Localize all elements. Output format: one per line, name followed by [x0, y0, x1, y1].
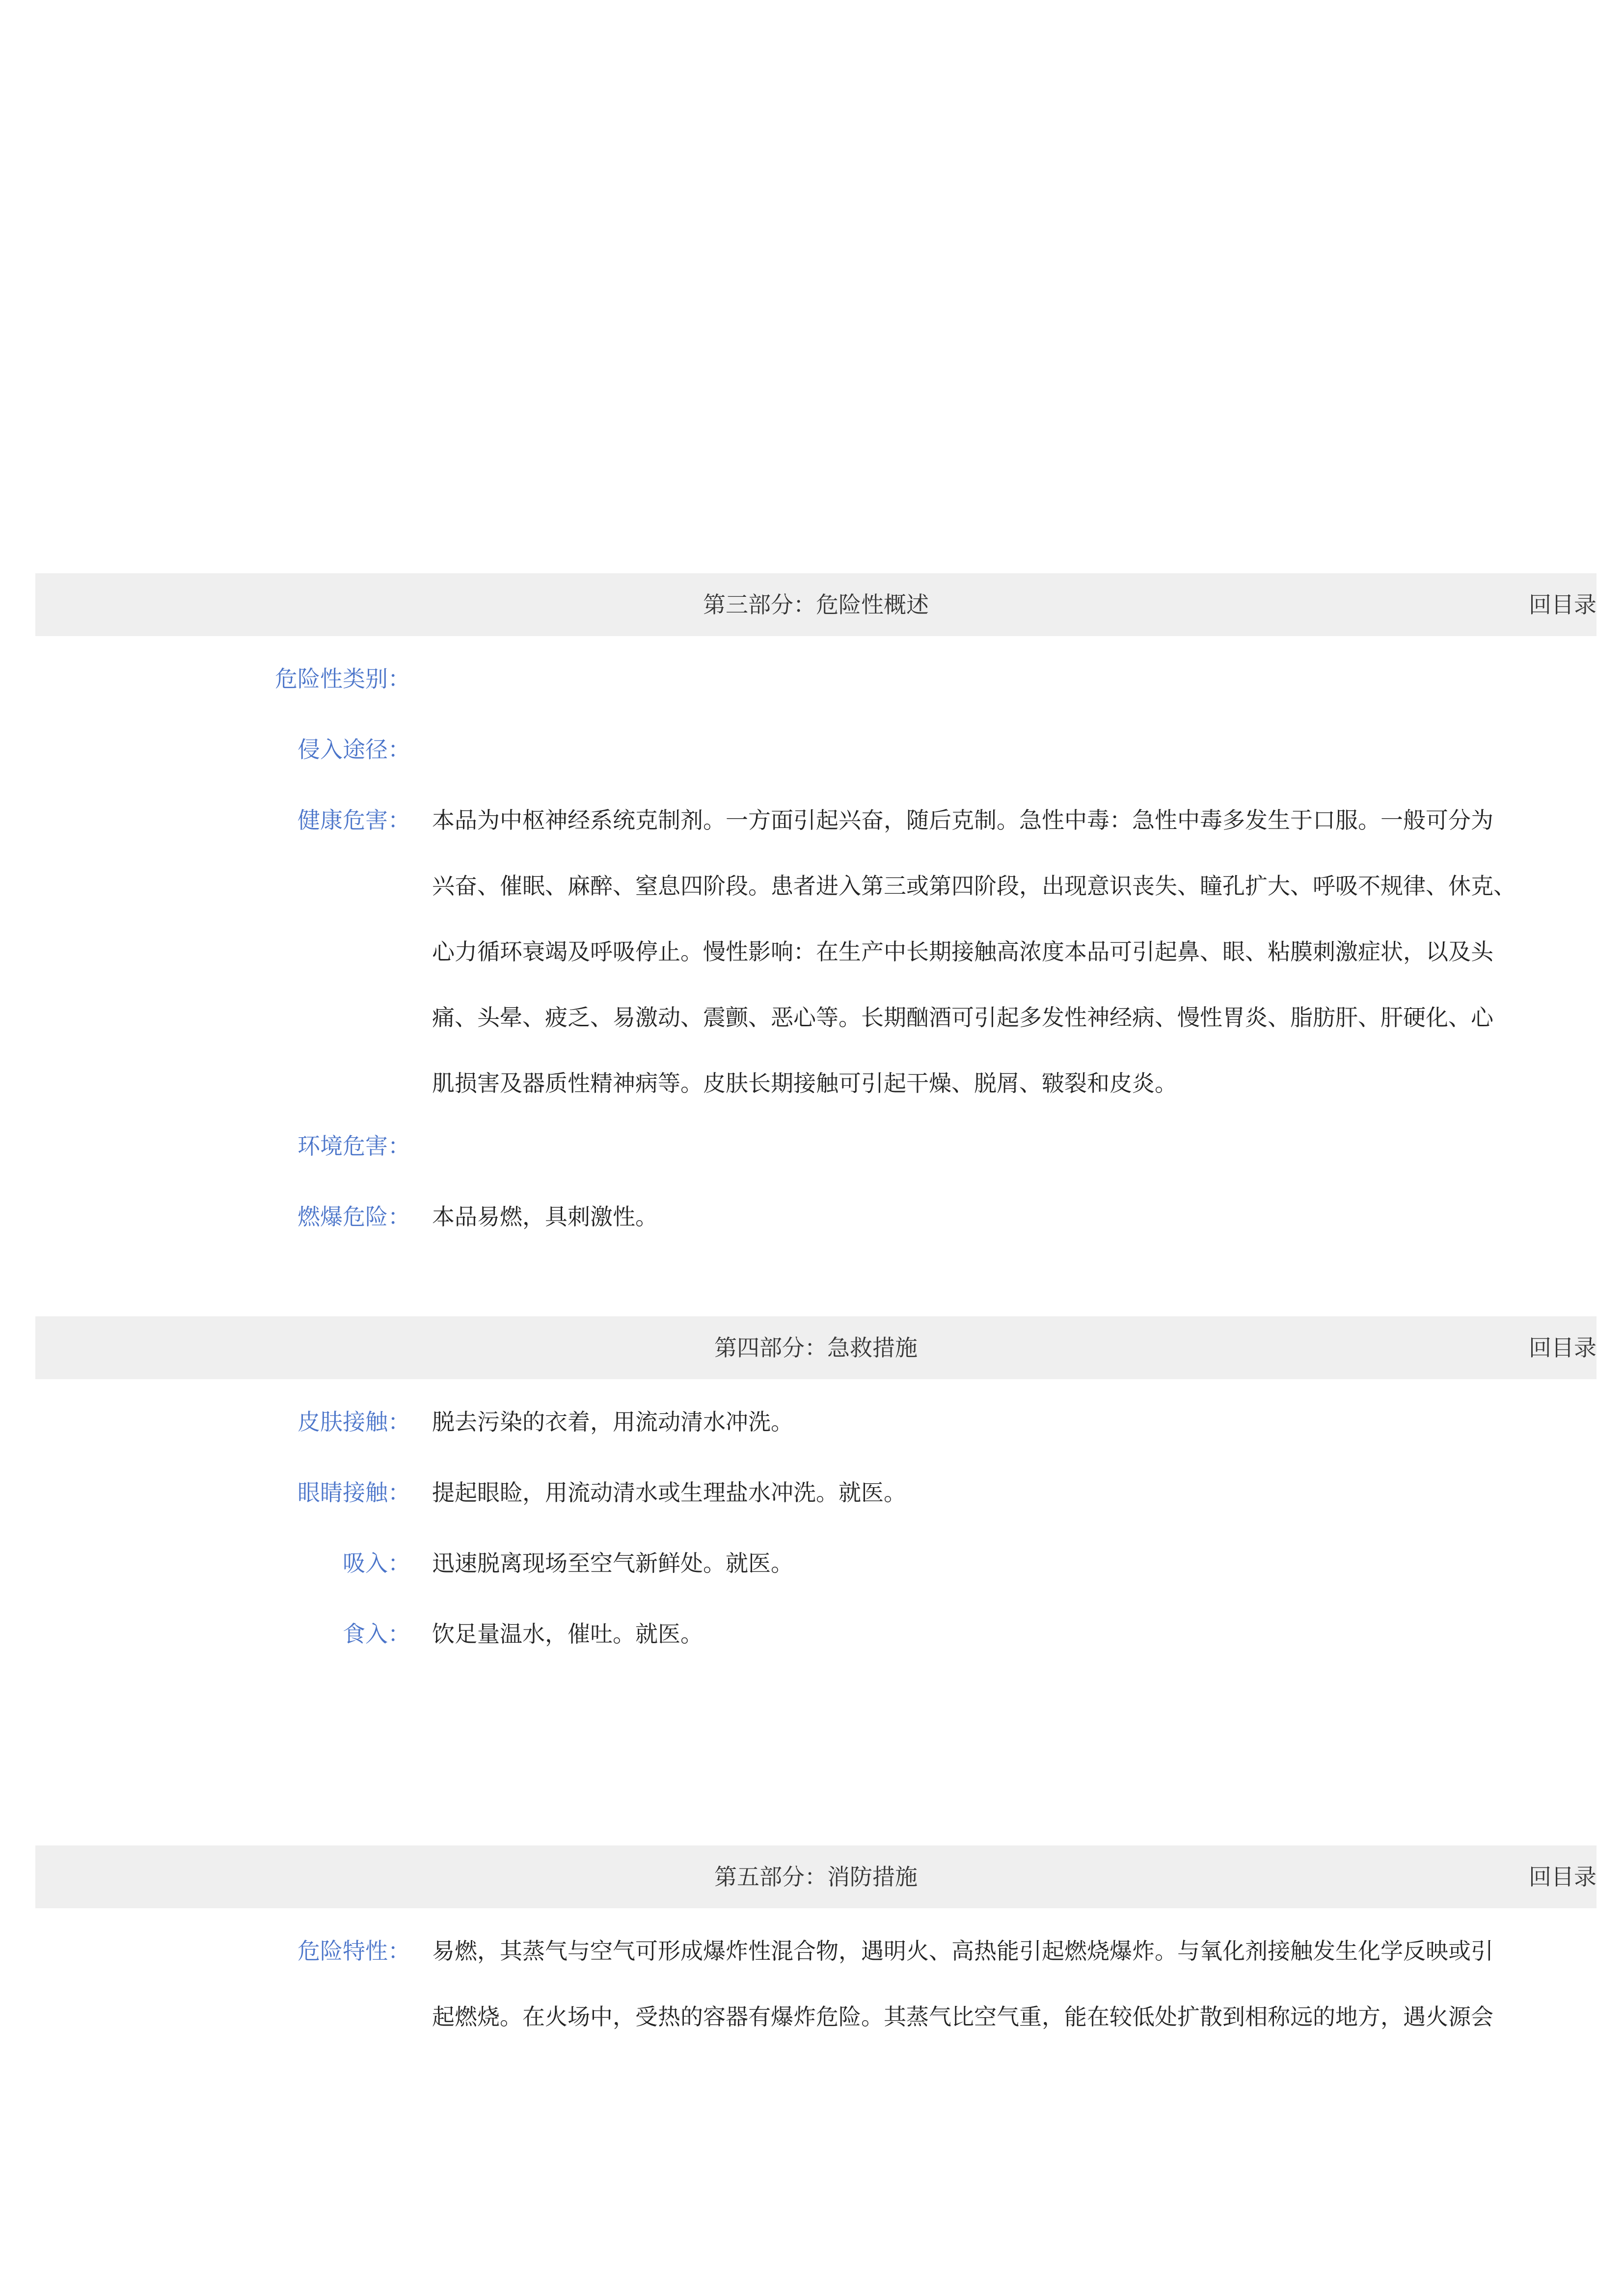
- field-value: 易燃，其蒸气与空气可形成爆炸性混合物，遇明火、高热能引起燃烧爆炸。与氧化剂接触发生化学反映或引 起燃烧。在火场中，受热的容器有爆炸危险。其蒸气比空气重，能在较低处扩散到相称远的地方，遇火源会: [432, 1938, 1493, 2030]
- back-to-toc-link[interactable]: 回目录: [1529, 591, 1597, 618]
- field-value: 本品易燃，具刺激性。: [432, 1203, 658, 1230]
- field-label: 危险特性：: [298, 1938, 410, 1964]
- field-label: 眼睛接触：: [298, 1479, 410, 1506]
- field-label: 燃爆危险：: [298, 1203, 410, 1230]
- field-value: 本品为中枢神经系统克制剂。一方面引起兴奋，随后克制。急性中毒：急性中毒多发生于口服。一般可分为 兴奋、催眠、麻醉、窒息四阶段。患者进入第三或第四阶段，出现意识丧失、瞳孔扩大、呼吸不规律、休克、 心力循环衰竭及呼吸停止。慢性影响：在生产中长期接触高浓度本品可引起鼻、眼、粘膜刺激症状，以及头 痛、头晕、疲乏、易激动、震颤、恶心等。长期酗酒可引起多发性神经病、慢性胃炎、脂肪肝、肝硬化、心 肌损害及器质性精神病等。皮肤长期接触可引起干燥、脱屑、皲裂和皮炎。: [432, 807, 1516, 1096]
- section-fire-fighting: [35, 1845, 1597, 2030]
- field-value: 脱去污染的衣着，用流动清水冲洗。: [432, 1409, 793, 1435]
- field-label: 健康危害：: [298, 807, 410, 833]
- field-label: 吸入：: [343, 1550, 410, 1576]
- section-header: [35, 573, 1597, 636]
- field-value: 迅速脱离现场至空气新鲜处。就医。: [432, 1550, 793, 1576]
- field-label: 危险性类别：: [275, 666, 410, 692]
- section-first-aid: [35, 1316, 1597, 1647]
- field-label: 食入：: [343, 1621, 410, 1647]
- section-header: [35, 1845, 1597, 1908]
- section-title: 第五部分：消防措施: [714, 1864, 918, 1890]
- field-label: 侵入途径：: [298, 736, 410, 763]
- field-label: 环境危害：: [298, 1133, 410, 1159]
- section-header: [35, 1316, 1597, 1379]
- back-to-toc-link[interactable]: 回目录: [1529, 1864, 1597, 1890]
- back-to-toc-link[interactable]: 回目录: [1529, 1335, 1597, 1361]
- field-value: 提起眼睑，用流动清水或生理盐水冲洗。就医。: [432, 1479, 906, 1506]
- section-title: 第四部分：急救措施: [714, 1335, 918, 1361]
- section-title: 第三部分：危险性概述: [703, 591, 929, 618]
- field-label: 皮肤接触：: [298, 1409, 410, 1435]
- field-value: 饮足量温水，催吐。就医。: [432, 1621, 703, 1647]
- section-hazard-overview: [35, 573, 1597, 1230]
